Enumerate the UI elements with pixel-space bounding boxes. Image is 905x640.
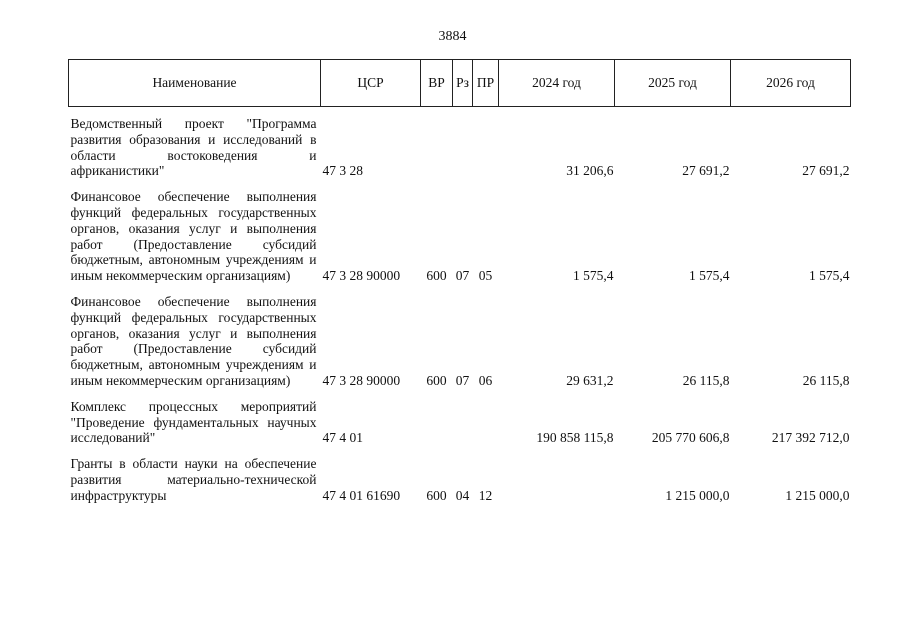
row-pr: 12 — [478, 487, 493, 503]
row-pr — [473, 399, 499, 446]
row-pr: 05 — [478, 268, 493, 284]
header-2025: 2025 год — [615, 60, 731, 107]
row-rz — [453, 399, 473, 446]
row-name: Комплекс процессных мероприятий "Проведение фундаментальных научных исследований" — [70, 398, 317, 446]
header-pr: ПР — [473, 60, 499, 107]
row-2026: 27 691,2 — [802, 163, 850, 179]
row-2026: 1 215 000,0 — [785, 487, 850, 503]
table-row — [69, 189, 851, 284]
row-csr: 47 4 01 61690 — [322, 487, 401, 503]
row-pr — [473, 116, 499, 179]
page-number: 3884 — [438, 29, 467, 44]
table-row — [69, 116, 851, 179]
row-vr: 600 — [426, 268, 447, 284]
row-2026: 217 392 712,0 — [771, 430, 850, 446]
row-name: Финансовое обеспечение выполнения функций федеральных государственных органов, оказания услуг и выполнения работ (Предоставление субсидий бюджетным, автономным учреждениям и иным некоммерческим организациям) — [70, 293, 317, 388]
header-csr: ЦСР — [321, 60, 421, 107]
row-2024: 190 858 115,8 — [536, 430, 614, 446]
budget-table — [68, 59, 851, 504]
table-body — [69, 107, 851, 504]
table-row — [69, 399, 851, 446]
row-2026: 1 575,4 — [809, 268, 850, 284]
header-vr: ВР — [421, 60, 453, 107]
row-2025: 1 215 000,0 — [665, 487, 730, 503]
table-row — [69, 456, 851, 503]
header-2026: 2026 год — [731, 60, 851, 107]
row-vr: 600 — [426, 372, 447, 388]
row-vr: 600 — [426, 487, 447, 503]
row-csr: 47 4 01 — [322, 430, 363, 446]
row-name: Гранты в области науки на обеспечение развития материально-технической инфраструктуры — [70, 456, 317, 503]
row-vr — [421, 116, 453, 179]
row-2024: 1 575,4 — [573, 268, 614, 284]
row-name: Финансовое обеспечение выполнения функций федеральных государственных органов, оказания услуг и выполнения работ (Предоставление субсидий бюджетным, автономным учреждениям и иным некоммерческим организациям) — [70, 189, 317, 284]
table-header — [69, 60, 851, 107]
row-2025: 26 115,8 — [682, 372, 730, 388]
row-2026: 26 115,8 — [802, 372, 850, 388]
row-rz: 07 — [455, 268, 470, 284]
row-rz — [453, 116, 473, 179]
row-2025: 205 770 606,8 — [651, 430, 730, 446]
row-csr: 47 3 28 — [322, 163, 363, 179]
row-csr: 47 3 28 90000 — [322, 372, 401, 388]
header-name: Наименование — [69, 60, 321, 107]
row-csr: 47 3 28 90000 — [322, 268, 401, 284]
header-2024: 2024 год — [499, 60, 615, 107]
header-row — [69, 60, 851, 107]
row-2025: 27 691,2 — [682, 163, 730, 179]
row-name: Ведомственный проект "Программа развития образования и исследований в области востоковедения и африканистики" — [70, 116, 317, 179]
row-2024: 29 631,2 — [566, 372, 614, 388]
row-rz: 04 — [455, 487, 470, 503]
row-rz: 07 — [455, 372, 470, 388]
row-pr: 06 — [478, 372, 493, 388]
row-2025: 1 575,4 — [689, 268, 730, 284]
header-rz: Рз — [453, 60, 473, 107]
row-vr — [421, 399, 453, 446]
table-row — [69, 294, 851, 389]
row-2024 — [499, 456, 615, 503]
row-2024: 31 206,6 — [566, 163, 614, 179]
